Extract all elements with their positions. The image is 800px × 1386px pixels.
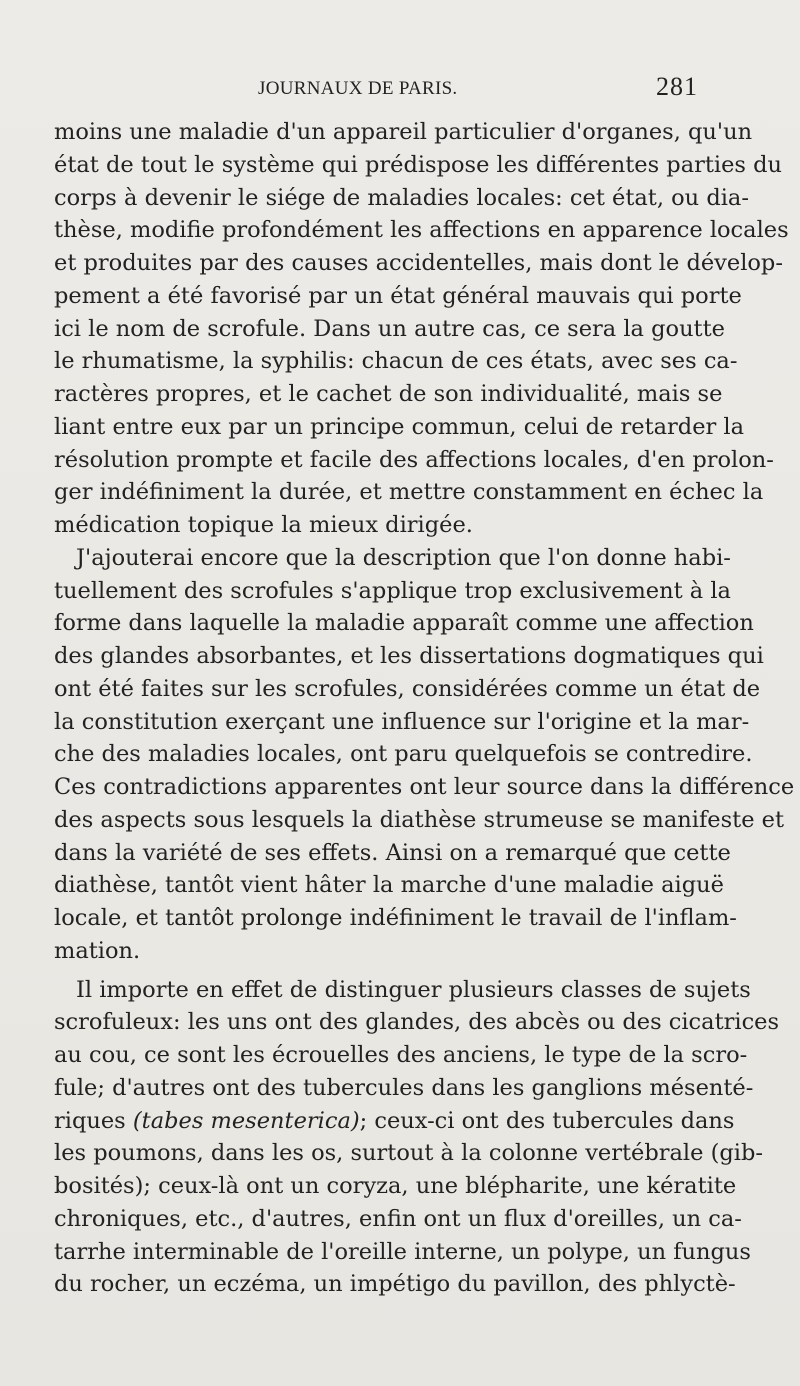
text-line <box>54 1039 748 1072</box>
text-line <box>54 542 731 575</box>
text-line-content: ractères propres, et le cachet de son individualité, mais se <box>54 381 723 407</box>
body-text <box>54 116 795 1301</box>
text-line <box>54 837 731 870</box>
text-line <box>54 1105 735 1138</box>
text-line <box>54 116 753 149</box>
text-line-content: résolution prompte et facile des affections locales, d'en prolon- <box>54 446 774 473</box>
text-line <box>54 149 783 182</box>
text-line <box>54 1268 736 1301</box>
text-line-content: et produites par des causes accidentelles, mais dont le dévelop- <box>54 250 783 276</box>
text-line <box>54 214 789 247</box>
text-line-content: riques <box>54 1107 133 1134</box>
text-line <box>54 607 754 640</box>
text-line <box>54 640 764 673</box>
text-line <box>54 345 738 378</box>
text-line <box>54 476 764 509</box>
text-line <box>54 738 753 771</box>
text-line <box>54 1170 737 1203</box>
text-line <box>54 280 742 313</box>
text-line-content: dans la variété de ses effets. Ainsi on a remarqué que cette <box>54 839 731 866</box>
text-line <box>54 509 700 542</box>
running-head: JOURNAUX DE PARIS. <box>258 78 458 99</box>
text-line <box>54 902 737 935</box>
italic-term: (tabes mesenterica) <box>132 1107 360 1134</box>
text-line-content: mation. <box>54 937 141 964</box>
text-line-continuation: ; ceux-ci ont des tubercules dans <box>359 1107 735 1134</box>
text-line-content: ger indéfiniment la durée, et mettre constamment en échec la <box>54 479 764 506</box>
text-line <box>54 182 749 215</box>
text-line <box>54 247 783 280</box>
text-line-content: ici le nom de scrofule. Dans un autre cas, ce sera la goutte <box>54 315 725 342</box>
text-line-content: des aspects sous lesquels la diathèse strumeuse se manifeste et <box>54 806 785 833</box>
text-line <box>54 1236 751 1269</box>
text-line <box>54 313 725 346</box>
text-line-content: Ces contradictions apparentes ont leur source dans la différence <box>54 774 795 800</box>
text-line-content: tarrhe interminable de l'oreille interne, un polype, un fungus <box>54 1238 751 1265</box>
text-line-content: des glandes absorbantes, et les dissertations dogmatiques qui <box>54 643 764 669</box>
text-line-content: corps à devenir le siége de maladies locales: cet état, ou dia- <box>54 184 749 211</box>
text-line <box>54 444 774 477</box>
text-line-content: au cou, ce sont les écrouelles des anciens, le type de la scro- <box>54 1042 748 1068</box>
text-line-content: les poumons, dans les os, surtout à la colonne vertébrale (gib- <box>54 1140 763 1167</box>
text-line-content: moins une maladie d'un appareil particulier d'organes, qu'un <box>54 119 753 145</box>
text-line <box>54 575 731 608</box>
text-line-content: pement a été favorisé par un état général mauvais qui porte <box>54 282 742 309</box>
text-line-content: thèse, modifie profondément les affections en apparence locales <box>54 217 789 244</box>
page-number: 281 <box>656 72 698 101</box>
text-line <box>54 1137 763 1170</box>
text-line-content: le rhumatisme, la syphilis: chacun de ces états, avec ses ca- <box>54 348 738 375</box>
text-line-content: J'ajouterai encore que la description que l'on donne habi- <box>76 544 731 571</box>
text-line <box>54 869 724 902</box>
text-line <box>54 411 745 444</box>
text-line <box>54 673 761 706</box>
page-header <box>258 72 698 104</box>
text-line <box>54 974 751 1007</box>
text-line-content: bosités); ceux-là ont un coryza, une blépharite, une kératite <box>54 1173 737 1199</box>
text-line <box>54 1203 742 1236</box>
text-line <box>54 1006 780 1039</box>
text-line <box>54 804 785 837</box>
text-line-content: che des maladies locales, ont paru quelquefois se contredire. <box>54 741 753 768</box>
text-line <box>54 771 795 804</box>
text-line-content: fule; d'autres ont des tubercules dans les ganglions mésenté- <box>54 1074 754 1101</box>
text-line-content: tuellement des scrofules s'applique trop exclusivement à la <box>54 577 731 604</box>
text-line <box>54 1072 754 1105</box>
text-line-content: médication topique la mieux dirigée. <box>54 512 473 538</box>
text-line-content: locale, et tantôt prolonge indéfiniment le travail de l'inflam- <box>54 905 737 931</box>
text-line <box>54 378 723 411</box>
text-line-content: la constitution exerçant une influence sur l'origine et la mar- <box>54 708 750 735</box>
text-line-content: du rocher, un eczéma, un impétigo du pavillon, des phlyctè- <box>54 1271 736 1298</box>
text-line-content: chroniques, etc., d'autres, enfin ont un flux d'oreilles, un ca- <box>54 1205 742 1232</box>
text-line <box>54 935 700 968</box>
text-line-content: scrofuleux: les uns ont des glandes, des abcès ou des cicatrices <box>54 1009 780 1036</box>
text-line-content: diathèse, tantôt vient hâter la marche d'une maladie aiguë <box>54 872 724 899</box>
text-line-content: état de tout le système qui prédispose les différentes parties du <box>54 151 783 178</box>
text-line-content: ont été faites sur les scrofules, considérées comme un état de <box>54 675 761 702</box>
text-line-content: Il importe en effet de distinguer plusieurs classes de sujets <box>76 976 751 1003</box>
text-line <box>54 706 750 739</box>
text-line-content: forme dans laquelle la maladie apparaît comme une affection <box>54 610 754 637</box>
text-line-content: liant entre eux par un principe commun, celui de retarder la <box>54 413 745 440</box>
